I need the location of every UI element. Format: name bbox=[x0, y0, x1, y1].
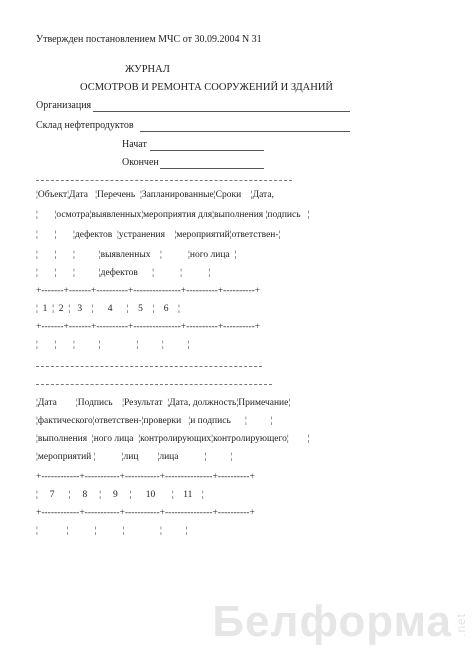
table2-empty-row[interactable]: ¦ ¦ ¦ ¦ ¦ ¦ bbox=[36, 526, 188, 536]
table2-separator: +------------+-----------+-----------+---------------+----------+ bbox=[36, 472, 255, 482]
table1-separator: +-------+-------+----------+---------------+----------+----------+ bbox=[36, 286, 261, 296]
finished-field-line[interactable] bbox=[160, 168, 264, 169]
table2-column-numbers: ¦ 7 ¦ 8 ¦ 9 ¦ 10 ¦ 11 ¦ bbox=[36, 490, 204, 500]
table1-header-row: ¦ ¦ ¦дефектов ¦устранения ¦мероприятий¦ответствен-¦ bbox=[36, 230, 281, 240]
started-field-line[interactable] bbox=[150, 150, 264, 151]
started-label: Начат bbox=[122, 139, 147, 150]
organization-field-line[interactable] bbox=[93, 111, 350, 112]
belforma-watermark bbox=[212, 597, 468, 647]
table1-header-row: ¦ ¦осмотра¦выявленных¦мероприятия для¦выполнения ¦подпись ¦ bbox=[36, 210, 310, 220]
journal-subtitle: ОСМОТРОВ И РЕМОНТА СООРУЖЕНИЙ И ЗДАНИЙ bbox=[80, 82, 333, 93]
warehouse-field-line[interactable] bbox=[140, 131, 350, 132]
watermark-suffix: .net bbox=[454, 612, 468, 637]
organization-label: Организация bbox=[36, 100, 92, 111]
table1-header-row: ¦ ¦ ¦ ¦дефектов ¦ ¦ ¦ bbox=[36, 268, 211, 278]
journal-title: ЖУРНАЛ bbox=[125, 64, 170, 75]
table2-header-row: ¦мероприятий ¦ ¦лиц ¦лица ¦ ¦ bbox=[36, 452, 233, 462]
watermark-text: Белформа bbox=[212, 597, 452, 646]
table1-top-border bbox=[36, 180, 292, 181]
table2-header-row: ¦фактического¦ответствен-¦проверки ¦и подпись ¦ ¦ bbox=[36, 416, 273, 426]
table1-header-row: ¦ ¦ ¦ ¦выявленных ¦ ¦ного лица ¦ bbox=[36, 250, 237, 260]
table1-bottom-border bbox=[36, 366, 262, 367]
finished-label: Окончен bbox=[122, 157, 159, 168]
table1-column-numbers: ¦ 1 ¦ 2 ¦ 3 ¦ 4 ¦ 5 ¦ 6 ¦ bbox=[36, 304, 180, 314]
table1-header-row: ¦Объект¦Дата ¦Перечень ¦Запланированные¦Сроки ¦Дата, bbox=[36, 190, 274, 200]
table2-header-row: ¦выполнения ¦ного лица ¦контролирующих¦контролирующего¦ ¦ bbox=[36, 434, 310, 444]
warehouse-label: Склад нефтепродуктов bbox=[36, 120, 134, 131]
table2-top-border bbox=[36, 384, 272, 385]
approval-note: Утвержден постановлением МЧС от 30.09.2004 N 31 bbox=[36, 34, 262, 45]
table2-header-row: ¦Дата ¦Подпись ¦Результат ¦Дата, должность¦Примечание¦ bbox=[36, 398, 291, 408]
table1-empty-row[interactable]: ¦ ¦ ¦ ¦ ¦ ¦ ¦ bbox=[36, 340, 190, 350]
table1-separator: +-------+-------+----------+---------------+----------+----------+ bbox=[36, 322, 261, 332]
table2-separator: +------------+-----------+-----------+---------------+----------+ bbox=[36, 508, 255, 518]
